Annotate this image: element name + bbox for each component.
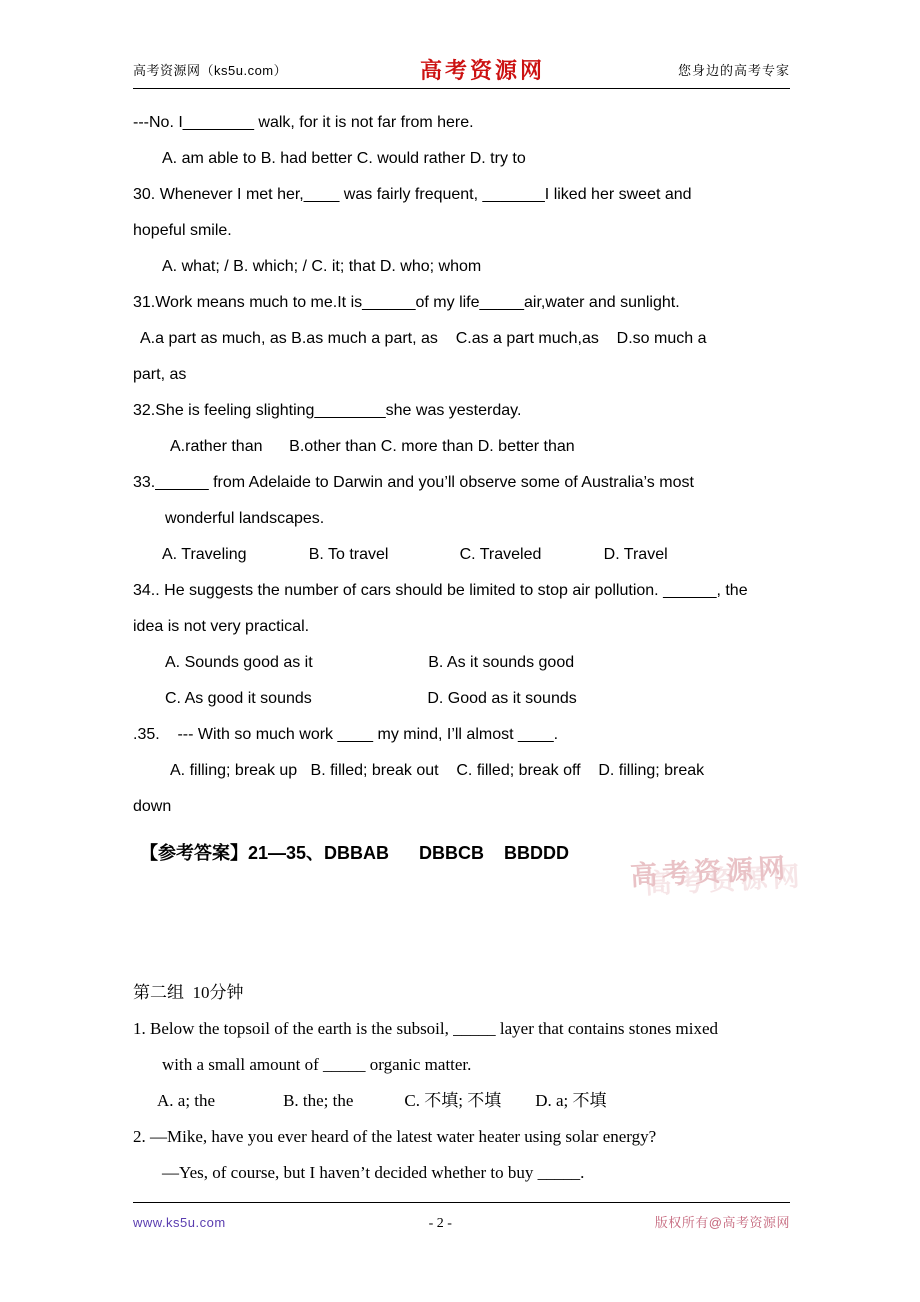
document-line: ---No. I________ walk, for it is not far from here. [133, 114, 474, 131]
document-line: 33.______ from Adelaide to Darwin and you’ll observe some of Australia’s most [133, 474, 694, 491]
footer-site-link[interactable]: www.ks5u.com [133, 1215, 226, 1230]
header-tagline: 您身边的高考专家 [677, 62, 790, 78]
document-line: part, as [133, 366, 187, 383]
page-header [133, 50, 790, 89]
document-line: .35. --- With so much work ____ my mind, I’ll almost ____. [133, 726, 559, 743]
document-line: C. As good it sounds D. Good as it sounds [165, 690, 577, 707]
document-line: A. am able to B. had better C. would rather D. try to [162, 150, 526, 167]
section-heading: 第二组 10分钟 [133, 983, 244, 1002]
document-line: 30. Whenever I met her,____ was fairly frequent, _______I liked her sweet and [133, 186, 692, 203]
document-line: idea is not very practical. [133, 618, 310, 635]
page-footer [133, 1202, 790, 1232]
document-line: with a small amount of _____ organic matter. [162, 1055, 472, 1074]
document-line: A.rather than B.other than C. more than D. better than [170, 438, 575, 455]
document-line: 1. Below the topsoil of the earth is the subsoil, _____ layer that contains stones mixed [133, 1019, 718, 1038]
document-line: 2. —Mike, have you ever heard of the latest water heater using solar energy? [133, 1127, 657, 1146]
document-line: hopeful smile. [133, 222, 232, 239]
document-line: wonderful landscapes. [165, 510, 325, 527]
document-line: A. Sounds good as it B. As it sounds good [165, 654, 575, 671]
header-site-name: 高考资源网（ks5u.com） [133, 62, 288, 78]
document-line: A.a part as much, as B.as much a part, as C.as a part much,as D.so much a [140, 330, 707, 347]
document-line: A. Traveling B. To travel C. Traveled D. Travel [162, 546, 668, 563]
page-number: - 2 - [428, 1216, 452, 1231]
document-line: A. a; the B. the; the C. 不填; 不填 D. a; 不填 [157, 1091, 607, 1110]
document-line: 32.She is feeling slighting________she was yesterday. [133, 402, 522, 419]
document-body [133, 105, 833, 1191]
document-line: A. filling; break up B. filled; break out C. filled; break off D. filling; break [170, 762, 705, 779]
document-line: A. what; / B. which; / C. it; that D. who; whom [162, 258, 482, 275]
site-logo: 高考资源网 [420, 57, 546, 83]
watermark: 高考资源网 [629, 852, 791, 892]
document-line: down [133, 798, 172, 815]
footer-copyright: 版权所有@高考资源网 [654, 1215, 790, 1230]
document-line: 31.Work means much to me.It is______of my life_____air,water and sunlight. [133, 294, 680, 311]
document-line: —Yes, of course, but I haven’t decided whether to buy _____. [162, 1163, 585, 1182]
document-line: 34.. He suggests the number of cars should be limited to stop air pollution. ______, the [133, 582, 748, 599]
answer-key-line: 【参考答案】21—35、DBBAB DBBCB BBDDD [140, 843, 570, 863]
